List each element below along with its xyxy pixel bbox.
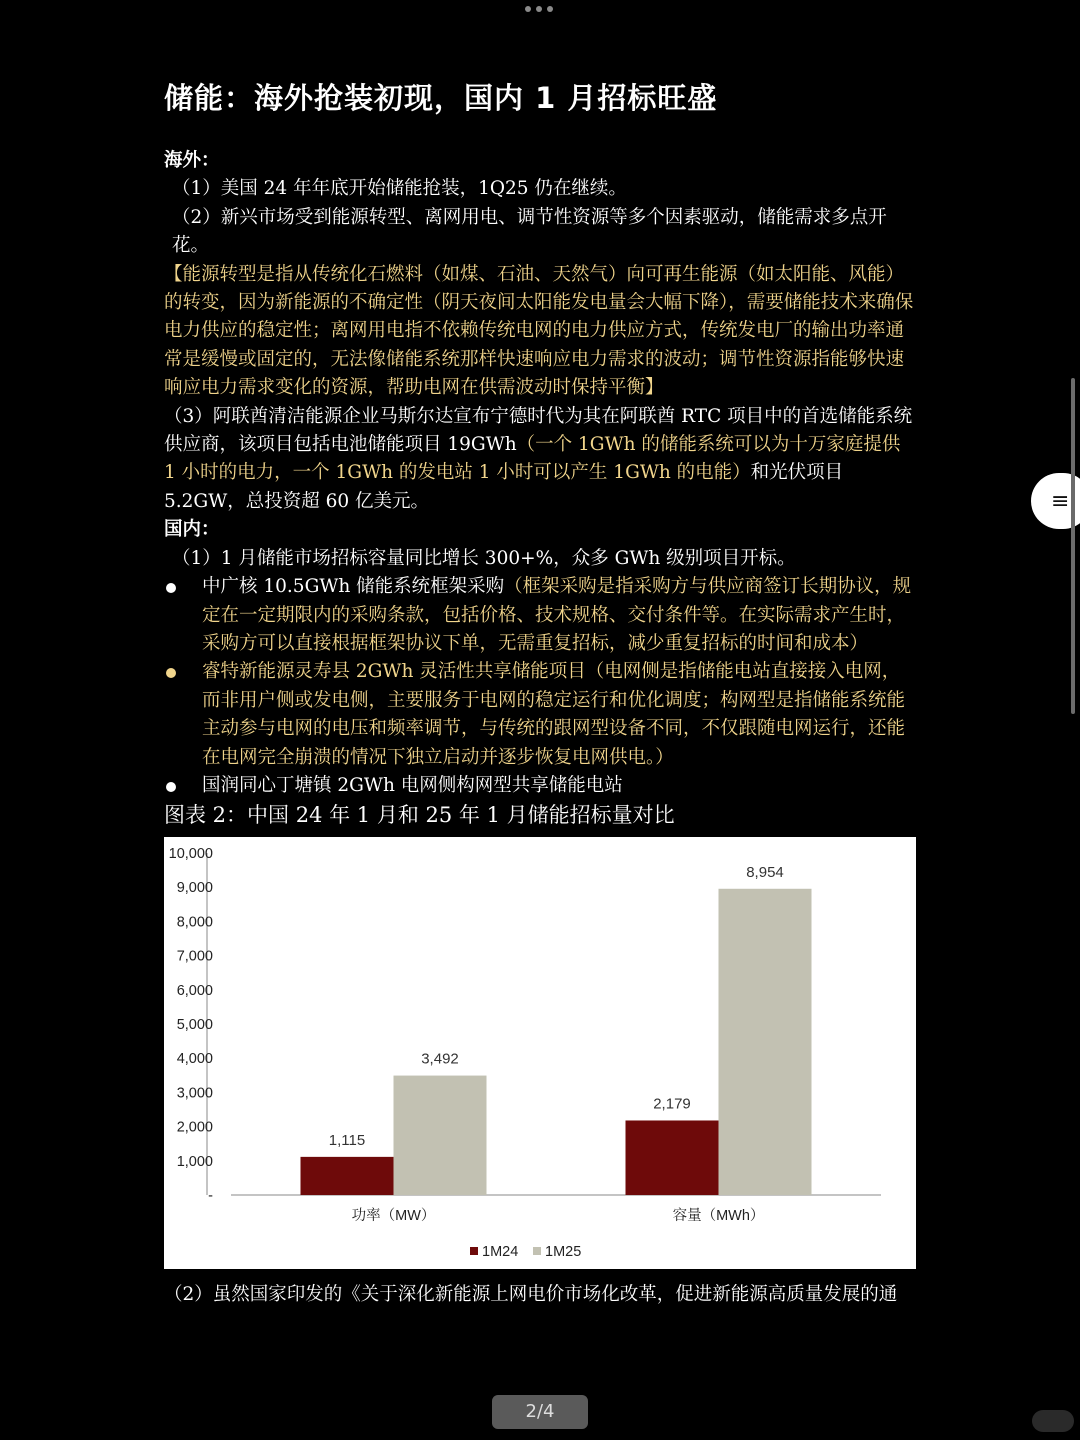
bullet-1-text: 中广核 10.5GWh 储能系统框架采购 bbox=[202, 576, 505, 598]
domestic-heading: 国内： bbox=[164, 519, 220, 541]
legend-label-1M24: 1M24 bbox=[482, 1244, 519, 1260]
bar-1M25-1 bbox=[719, 889, 812, 1195]
y-tick-label: 6,000 bbox=[176, 982, 213, 999]
y-tick-label: 7,000 bbox=[176, 948, 213, 965]
overseas-point-3-tail: 和光伏项目 5.2GW，总投资超 60 亿美元。 bbox=[164, 462, 844, 512]
overseas-point-3-text: （3）阿联酋清洁能源企业马斯尔达宣布宁德时代为其在阿联酋 RTC 项目中的首选储能系统供应商，该项目包括电池储能项目 19GWh bbox=[164, 405, 913, 456]
legend-swatch-1M25 bbox=[533, 1247, 541, 1255]
overseas-point-1: （1）美国 24 年年底开始储能抢装，1Q25 仍在继续。 bbox=[172, 178, 627, 200]
x-tick-label: 功率（MW） bbox=[351, 1208, 436, 1224]
legend-swatch-1M24 bbox=[470, 1247, 478, 1255]
continuation-text: （2）虽然国家印发的《关于深化新能源上网电价市场化改革，促进新能源高质量发展的通 bbox=[164, 1284, 898, 1305]
overseas-point-2: （2）新兴市场受到能源转型、离网用电、调节性资源等多个因素驱动，储能需求多点开花。 bbox=[172, 206, 887, 257]
document-body bbox=[164, 147, 918, 800]
y-tick-label: 9,000 bbox=[176, 880, 213, 897]
domestic-point-1: （1）1 月储能市场招标容量同比增长 300+%，众多 GWh 级别项目开标。 bbox=[172, 547, 796, 569]
overseas-point-3 bbox=[164, 403, 918, 517]
bullet-2-text: 睿特新能源灵寿县 2GWh 灵活性共享储能项目 bbox=[202, 661, 586, 683]
page-indicator: 2/4 bbox=[492, 1395, 588, 1429]
y-tick-label: 4,000 bbox=[176, 1051, 213, 1068]
y-tick-label: 2,000 bbox=[176, 1119, 213, 1136]
data-label: 2,179 bbox=[653, 1095, 691, 1113]
grid-forming-note: （电网侧是指储能电站直接接入电网，而非用户侧或发电侧，主要服务于电网的稳定运行和优化调度；构网型是指储能系统能主动参与电网的电压和频率调节，与传统的跟网型设备不同，不仅跟随电网运行，还能在电网完全崩溃的情况下独立启动并逐步恢复电网供电。） bbox=[202, 661, 906, 768]
y-tick-label: 10,000 bbox=[168, 846, 213, 862]
bar-1M25-0 bbox=[394, 1076, 487, 1195]
list-item bbox=[164, 658, 918, 772]
data-label: 3,492 bbox=[421, 1050, 459, 1068]
figure-caption: 图表 2：中国 24 年 1 月和 25 年 1 月储能招标量对比 bbox=[164, 803, 675, 827]
legend-label-1M25: 1M25 bbox=[545, 1244, 582, 1260]
y-tick-label: 8,000 bbox=[176, 914, 213, 931]
menu-icon: ≡ bbox=[1051, 488, 1070, 514]
page-title: 储能：海外抢装初现，国内 1 月招标旺盛 bbox=[164, 81, 718, 115]
chart-svg bbox=[164, 837, 916, 1269]
x-tick-label: 容量（MWh） bbox=[672, 1208, 765, 1224]
bar-1M24-0 bbox=[301, 1157, 394, 1195]
watermark-logo bbox=[1032, 1410, 1074, 1432]
bar-1M24-1 bbox=[626, 1120, 719, 1195]
overseas-heading: 海外： bbox=[164, 150, 220, 171]
bullet-3-text: 国润同心丁塘镇 2GWh 电网侧构网型共享储能电站 bbox=[202, 774, 623, 796]
bar-chart bbox=[164, 837, 916, 1269]
data-label: 1,115 bbox=[328, 1131, 366, 1149]
scrollbar[interactable] bbox=[1071, 378, 1075, 714]
y-tick-label: 3,000 bbox=[176, 1085, 213, 1102]
data-label: 8,954 bbox=[746, 863, 784, 881]
y-tick-label: - bbox=[208, 1188, 213, 1204]
list-item bbox=[164, 573, 918, 658]
energy-transition-note: 【能源转型是指从传统化石燃料（如煤、石油、天然气）向可再生能源（如太阳能、风能）的转变，因为新能源的不确定性（阴天夜间太阳能发电量会大幅下降），需要储能技术来确保电力供应的稳定性；离网用电指不依赖传统电网的电力供应方式，传统发电厂的输出功率通常是缓慢或固定的，无法像储能系统那样快速响应电力需求的波动；调节性资源指能够快速响应电力需求变化的资源，帮助电网在供需波动时保持平衡】 bbox=[164, 263, 914, 399]
more-options-icon[interactable] bbox=[525, 6, 553, 12]
framework-procurement-note: （框架采购是指采购方与供应商签订长期协议，规定在一定期限内的采购条款，包括价格、技术规格、交付条件等。在实际需求产生时，采购方可以直接根据框架协议下单，无需重复招标，减少重复招标的时间和成本） bbox=[202, 576, 912, 654]
y-tick-label: 5,000 bbox=[176, 1017, 213, 1033]
y-tick-label: 1,000 bbox=[176, 1153, 213, 1170]
gwh-explanation-note: （一个 1GWh 的储能系统可以为十万家庭提供 1 小时的电力，一个 1GWh 的发电站 1 小时可以产生 1GWh 的电能） bbox=[164, 434, 901, 484]
list-item bbox=[164, 772, 918, 800]
